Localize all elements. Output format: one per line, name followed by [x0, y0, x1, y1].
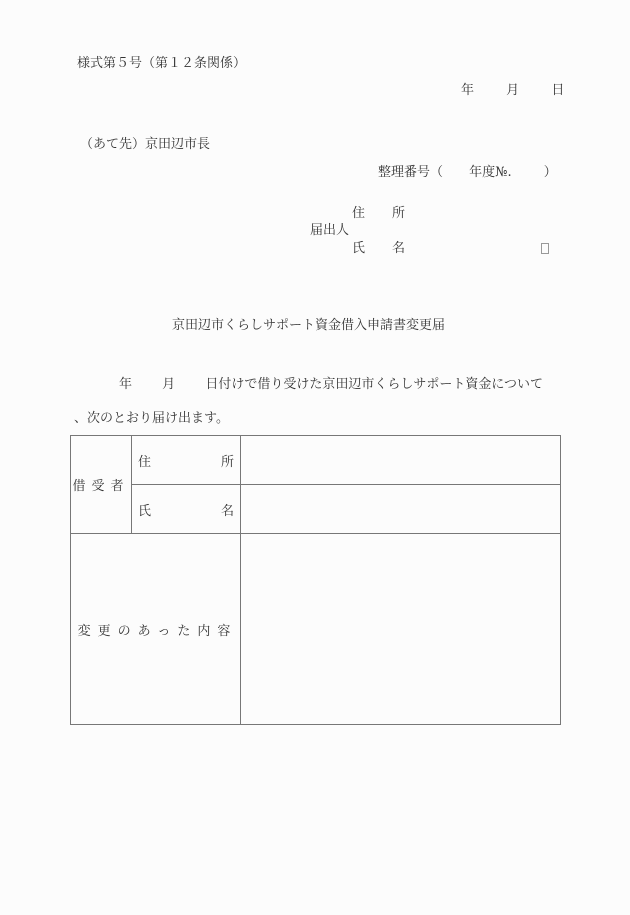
- reference-number-label: 整理番号（: [378, 165, 444, 180]
- borrower-change-table: [70, 435, 561, 725]
- borrower-label: 借受者: [72, 479, 130, 494]
- reference-close: ）: [543, 165, 557, 180]
- addressee: （あて先）京田辺市長: [80, 137, 211, 152]
- date-line: [461, 84, 564, 97]
- reference-year-label: 年度№.: [469, 165, 512, 180]
- applicant-name-label: 氏 名: [352, 241, 406, 256]
- reference-number: [378, 166, 557, 179]
- changes-label-cell: [71, 534, 241, 725]
- body-year-label: 年: [119, 377, 133, 392]
- body-month-label: 月: [162, 377, 176, 392]
- applicant-label: 届出人: [310, 223, 350, 238]
- applicant-address-label: 住 所: [352, 206, 406, 221]
- seal-mark-icon: [541, 243, 549, 257]
- document-title: 京田辺市くらしサポート資金借入申請書変更届: [172, 318, 446, 333]
- name-input[interactable]: [241, 485, 561, 534]
- date-year-label: 年: [461, 83, 475, 98]
- changes-label: 変更のあった内容: [77, 623, 238, 639]
- address-input[interactable]: [241, 436, 561, 485]
- body-text: 日付けで借り受けた京田辺市くらしサポート資金について: [205, 377, 544, 392]
- date-day-label: 日: [551, 83, 565, 98]
- address-label-cell: 住 所: [132, 436, 241, 485]
- changes-input[interactable]: [241, 534, 561, 725]
- borrower-label-cell: [71, 436, 132, 534]
- name-label-cell: 氏 名: [132, 485, 241, 534]
- body-line-2: 、次のとおり届け出ます。: [74, 411, 229, 426]
- body-line-1: [119, 378, 543, 391]
- form-number: 様式第５号（第１２条関係）: [77, 56, 247, 71]
- date-month-label: 月: [506, 83, 520, 98]
